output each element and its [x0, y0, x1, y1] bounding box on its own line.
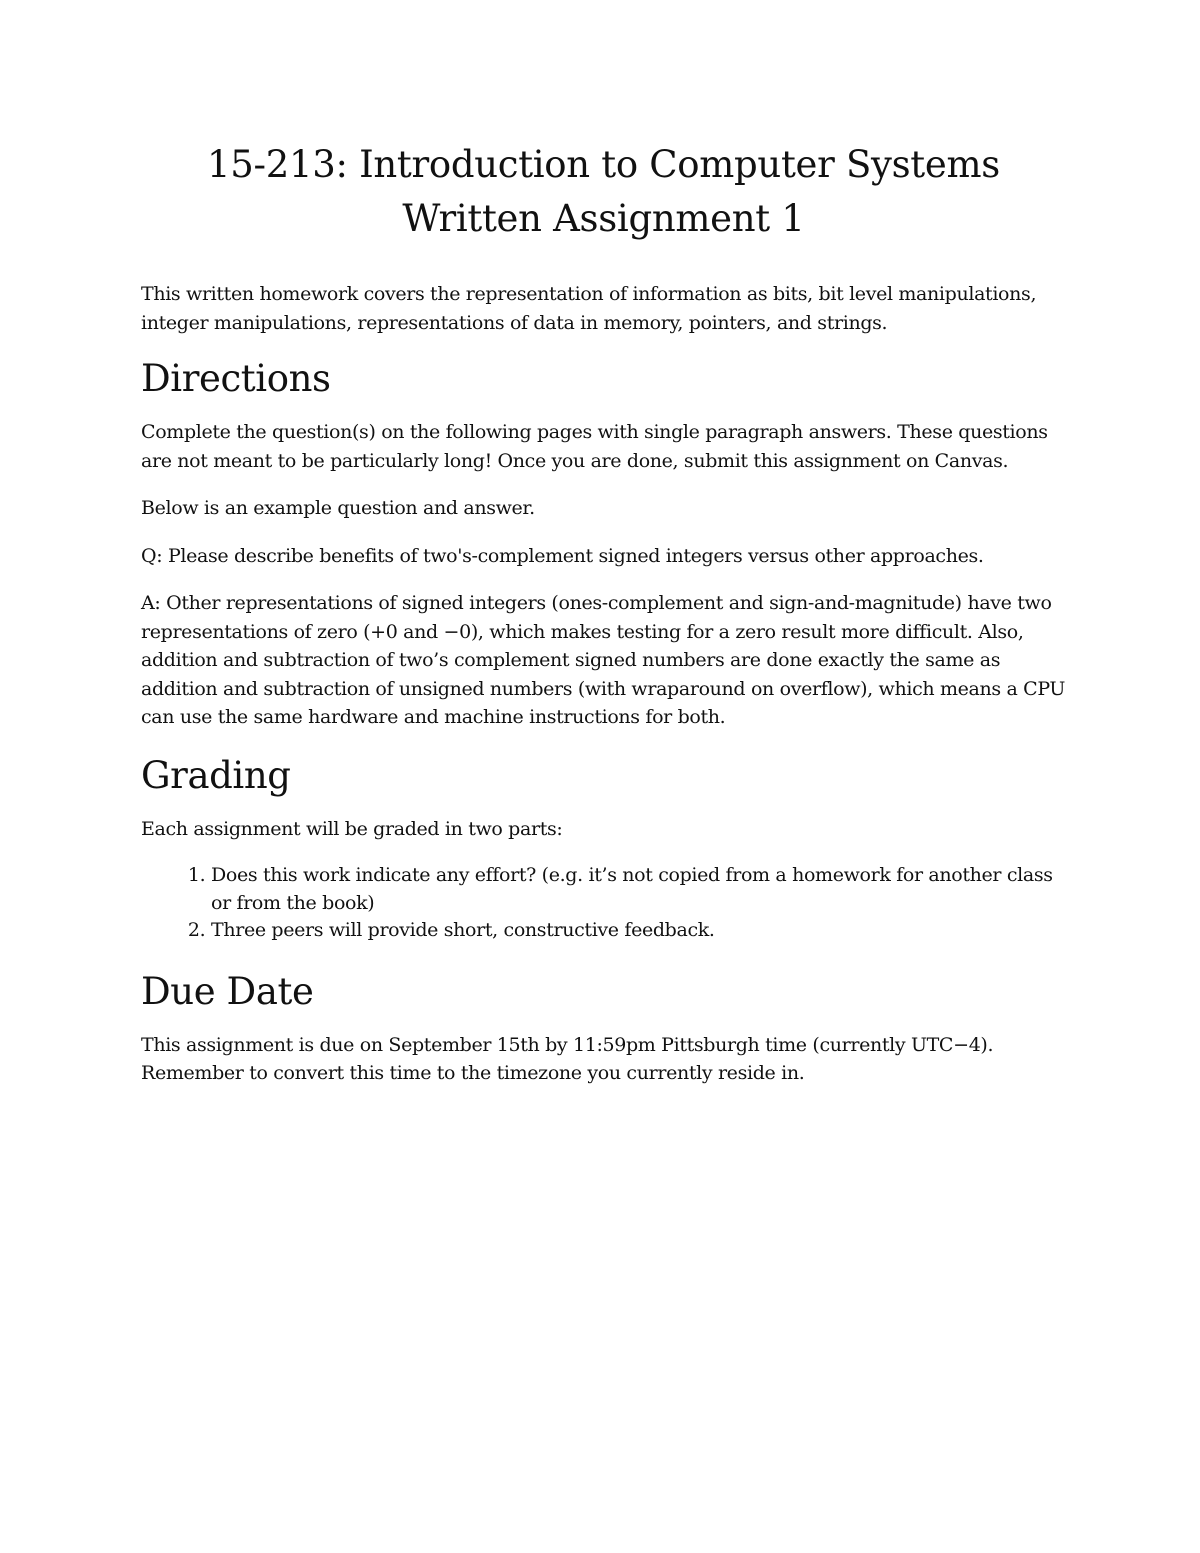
grading-intro: Each assignment will be graded in two parts: — [141, 817, 563, 840]
directions-paragraph: Complete the question(s) on the following pages with single paragraph answers. These questions are not meant to be particularly long! Once you are done, submit this assignment on Canvas. — [141, 421, 1048, 472]
example-question: Q: Please describe benefits of two's-complement signed integers versus other approaches. — [141, 544, 984, 567]
course-title: 15-213: Introduction to Computer Systems — [207, 143, 1000, 186]
assignment-title: Written Assignment 1 — [402, 197, 805, 240]
intro-paragraph: This written homework covers the representation of information as bits, bit level manipulations, integer manipulations, representations of data in memory, pointers, and strings. — [141, 283, 1037, 334]
due-date-heading: Due Date — [141, 969, 314, 1013]
example-intro: Below is an example question and answer. — [141, 497, 535, 519]
document-page — [141, 138, 1066, 1107]
document-title — [141, 138, 1066, 246]
directions-heading: Directions — [141, 357, 331, 400]
list-item: 1. Does this work indicate any effort? (e.g. it’s not copied from a homework for another class or from the book) — [211, 862, 1066, 917]
grading-list — [141, 862, 1066, 945]
example-answer: A: Other representations of signed integers (ones-complement and sign-and-magnitude) have two representations of zero (+0 and −0), which makes testing for a zero result more difficult. Also, addition and subtraction of two’s complement signed numbers are done exactly the same as addition and subtraction of unsigned numbers (with wraparound on overflow), which means a CPU can use the same hardware and machine instructions for both. — [141, 592, 1066, 728]
grading-heading: Grading — [141, 753, 291, 797]
list-item: 2. Three peers will provide short, constructive feedback. — [211, 917, 1066, 945]
due-date-paragraph: This assignment is due on September 15th by 11:59pm Pittsburgh time (currently UTC−4). Remember to convert this time to the timezone you currently reside in. — [141, 1033, 994, 1084]
